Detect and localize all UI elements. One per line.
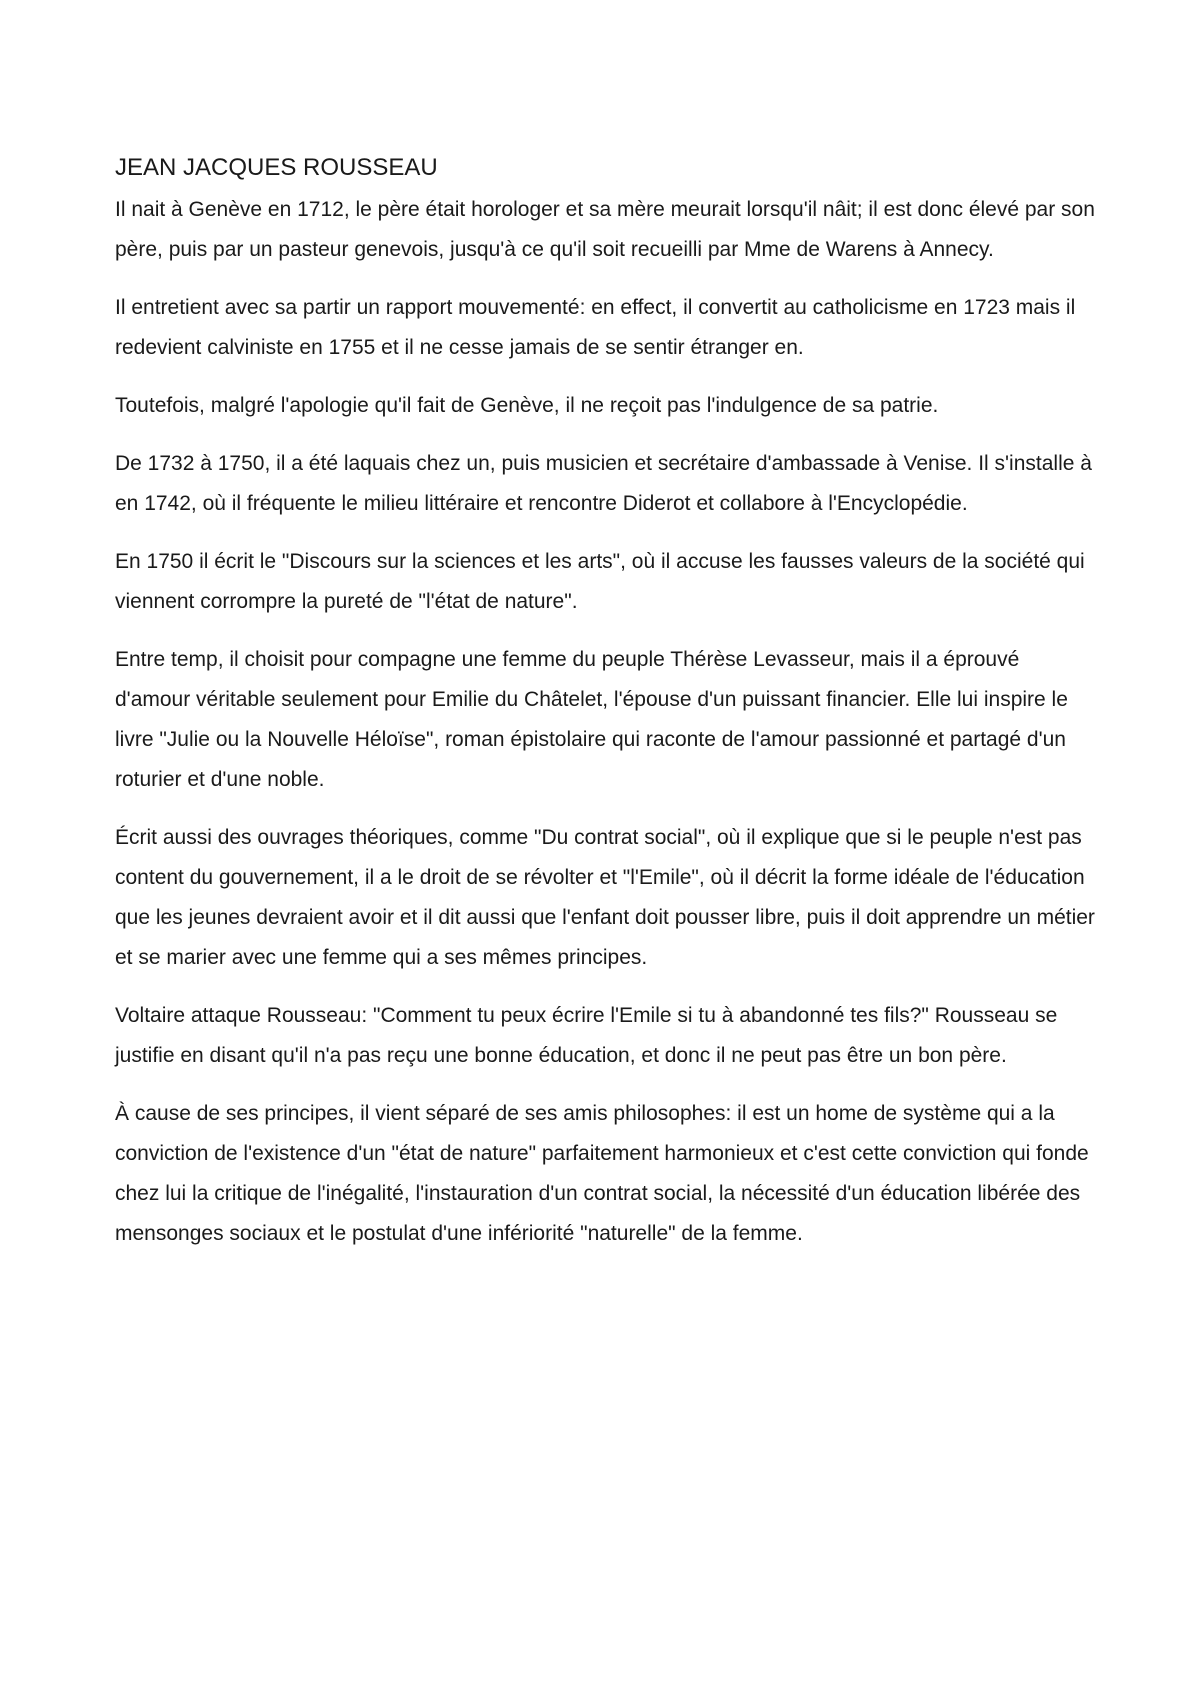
- paragraph-homeland: Toutefois, malgré l'apologie qu'il fait de Genève, il ne reçoit pas l'indulgence de sa patrie.: [115, 394, 939, 417]
- paragraph-voltaire: Voltaire attaque Rousseau: "Comment tu peux écrire l'Emile si tu à abandonné tes fils?" Rousseau se justifie en disant qu'il n'a pas reçu une bonne éducation, et donc il ne peut pas être un bon père.: [115, 1004, 1058, 1067]
- paragraph-career: De 1732 à 1750, il a été laquais chez un, puis musicien et secrétaire d'ambassade à Venise. Il s'installe à en 1742, où il fréquente le milieu littéraire et rencontre Diderot et collabore à l'Encyclopédie.: [115, 452, 1092, 515]
- document-title: JEAN JACQUES ROUSSEAU: [115, 154, 438, 181]
- paragraph-principles: À cause de ses principes, il vient séparé de ses amis philosophes: il est un home de système qui a la conviction de l'existence d'un "état de nature" parfaitement harmonieux et c'est cette conviction qui fonde chez lui la critique de l'inégalité, l'instauration d'un contrat social, la nécessité d'un éducation libérée des mensonges sociaux et le postulat d'une infériorité "naturelle" de la femme.: [115, 1102, 1089, 1245]
- paragraph-discours: En 1750 il écrit le "Discours sur la sciences et les arts", où il accuse les fausses valeurs de la société qui viennent corrompre la pureté de "l'état de nature".: [115, 550, 1085, 613]
- document-page: [115, 148, 1100, 1272]
- paragraph-theoretical-works: Écrit aussi des ouvrages théoriques, comme "Du contrat social", où il explique que si le peuple n'est pas content du gouvernement, il a le droit de se révolter et "l'Emile", où il décrit la forme idéale de l'éducation que les jeunes devraient avoir et il dit aussi que l'enfant doit pousser libre, puis il doit apprendre un métier et se marier avec une femme qui a ses mêmes principes.: [115, 826, 1095, 969]
- paragraph-religion: Il entretient avec sa partir un rapport mouvementé: en effect, il convertit au catholicisme en 1723 mais il redevient calviniste en 1755 et il ne cesse jamais de se sentir étranger en.: [115, 296, 1076, 359]
- paragraph-birth: Il nait à Genève en 1712, le père était horologer et sa mère meurait lorsqu'il nâit; il est donc élevé par son père, puis par un pasteur genevois, jusqu'à ce qu'il soit recueilli par Mme de Warens à Annecy.: [115, 198, 1095, 261]
- paragraph-love-life: Entre temp, il choisit pour compagne une femme du peuple Thérèse Levasseur, mais il a éprouvé d'amour véritable seulement pour Emilie du Châtelet, l'épouse d'un puissant financier. Elle lui inspire le livre "Julie ou la Nouvelle Héloïse", roman épistolaire qui raconte de l'amour passionné et partagé d'un roturier et d'une noble.: [115, 648, 1068, 791]
